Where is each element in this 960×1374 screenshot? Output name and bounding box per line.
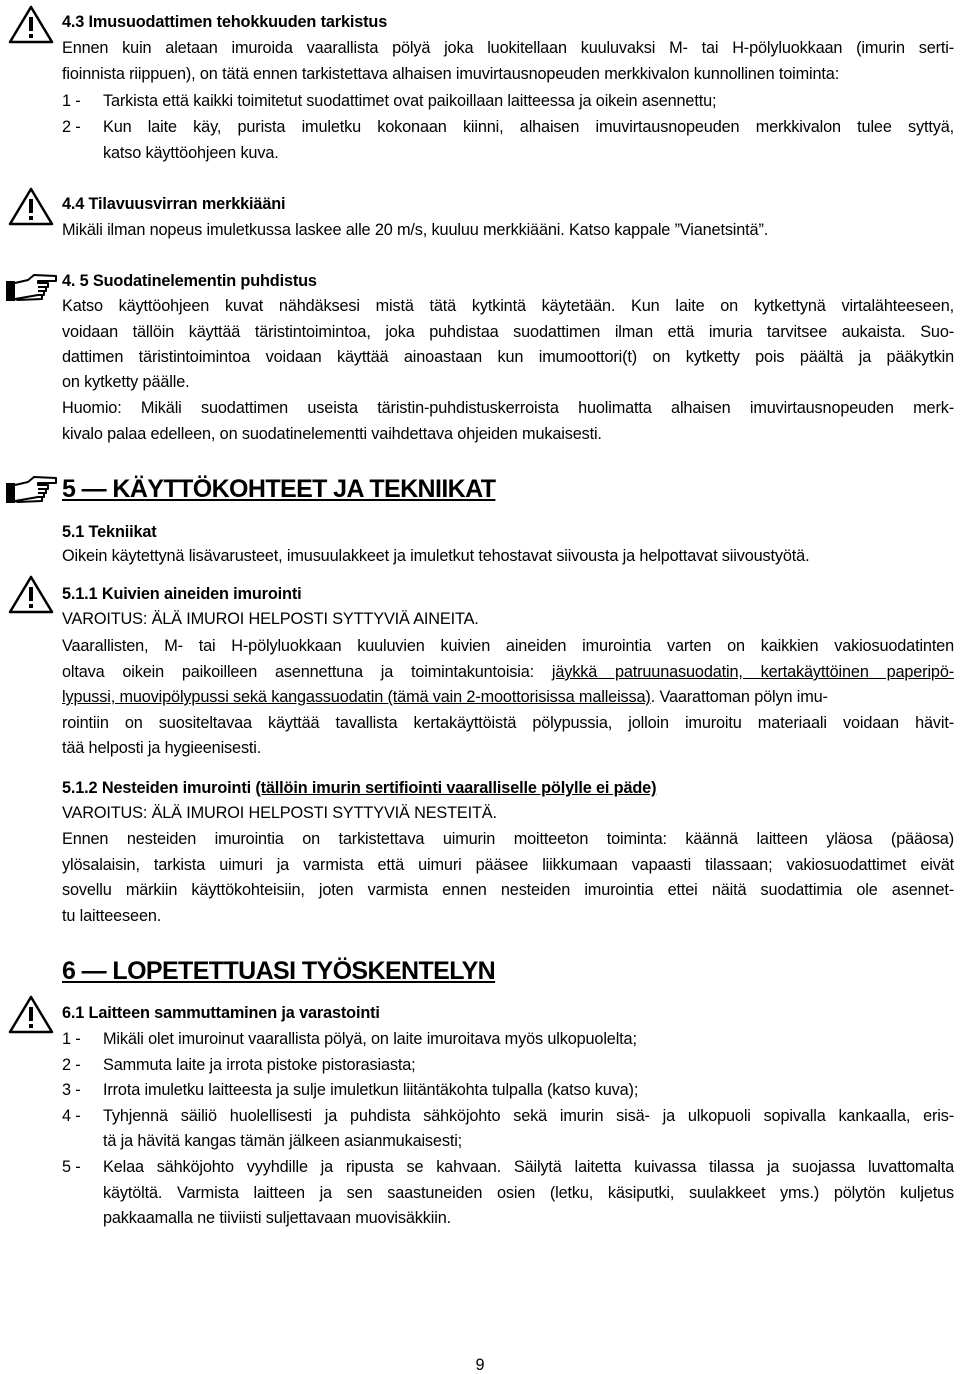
underlined-text: lypussi, muovipölypussi sekä kangassuodatin (tämä vain 2-moottorisissa malleissa) [62, 688, 651, 706]
list-item: Kun laite käy, purista imuletku kokonaan kiinni, alhaisen imuvirtausnopeuden merkkivalon tulee syttyä, [103, 118, 954, 136]
list-item: Sammuta laite ja irrota pistoke pistorasiasta; [103, 1056, 416, 1074]
list-item: Irrota imuletku laitteesta ja sulje imuletkun liitäntäkohta tulpalla (katso kuva); [103, 1081, 639, 1099]
paragraph-line: kivalo palaa edelleen, on suodatinelementti vaihdettava ohjeiden mukaisesti. [62, 425, 602, 443]
warning-triangle-icon [8, 574, 54, 614]
warning-text: VAROITUS: ÄLÄ IMUROI HELPOSTI SYTTYVIÄ AINEITA. [62, 610, 479, 628]
paragraph-line: rointiin on suositeltavaa käyttää tavallista kertakäyttöistä pölypussia, jolloin imuroitu materiaali voidaan hävit- [62, 714, 954, 732]
paragraph-line: Huomio: Mikäli suodattimen useista täristin-puhdistuskerroista huolimatta alhaisen imuvirtausnopeuden merk- [62, 399, 954, 417]
paragraph-line: Katso käyttöohjeen kuvat nähdäksesi mistä tätä kytkintä käytetään. Kun laite on kytkettynä virtalähteeseen, [62, 297, 954, 315]
list-item: Tyhjennä säiliö huolellisesti ja puhdista sähköjohto sekä imurin sisä- ja ulkopuoli sopivalla kankaalla, eris- [103, 1107, 954, 1125]
list-item: käytöltä. Varmista laitteen ja sen saastuneiden osien (letku, käsiputki, suulakkeet yms.) pölytön kuljetus [103, 1184, 954, 1202]
warning-triangle-icon [8, 994, 54, 1034]
chapter-heading: 5 — KÄYTTÖKOHTEET JA TEKNIIKAT [62, 475, 496, 503]
paragraph-line: Vaarallisten, M- tai H-pölyluokkaan kuuluvien kuivien aineiden imurointia varten on kaikkien vakiosuodatinten [62, 637, 954, 655]
list-number: 1 - [62, 1030, 81, 1048]
pointing-hand-icon [4, 474, 58, 508]
paragraph-line: tu laitteeseen. [62, 907, 162, 925]
paragraph-line: ylösalaisin, tarkista uimuri ja varmista että uimuri pääsee liikkumaan vapaasti tilassaan; vakiosuodattimet eivät [62, 856, 954, 874]
warning-text: VAROITUS: ÄLÄ IMUROI HELPOSTI SYTTYVIÄ NESTEITÄ. [62, 804, 497, 822]
section-title-text: 5.1.2 Nesteiden imurointi [62, 779, 256, 797]
list-item: pakkaamalla ne tiiviisti suljettavaan muovisäkkiin. [103, 1209, 451, 1227]
paragraph-line [62, 687, 954, 707]
section-title: 5.1 Tekniikat [62, 523, 157, 541]
list-item: Mikäli olet imuroinut vaarallista pölyä, on laite imuroitava myös ulkopuolelta; [103, 1030, 637, 1048]
section-title [62, 778, 954, 798]
list-number: 4 - [62, 1107, 81, 1125]
chapter-heading: 6 — LOPETETTUASI TYÖSKENTELYN [62, 957, 496, 985]
section-title: 5.1.1 Kuivien aineiden imurointi [62, 585, 302, 603]
paragraph-text: . Vaarattoman pölyn imu- [650, 688, 828, 706]
section-title: 4.3 Imusuodattimen tehokkuuden tarkistus [62, 13, 388, 31]
warning-triangle-icon [8, 4, 54, 44]
paragraph-line: tää helposti ja hygieenisesti. [62, 739, 262, 757]
paragraph-line: Oikein käytettynä lisävarusteet, imusuulakkeet ja imuletkut tehostavat siivousta ja helpottavat siivoustyötä. [62, 547, 810, 565]
paragraph-line: Ennen nesteiden imurointia on tarkistettava uimurin moitteeton toiminta: käännä laitteen yläosa (pääosa) [62, 830, 954, 848]
list-item: Tarkista että kaikki toimitetut suodattimet ovat paikoillaan laitteessa ja oikein asennettu; [103, 92, 717, 110]
paragraph-line [62, 662, 954, 682]
page-number: 9 [475, 1356, 485, 1374]
list-number: 5 - [62, 1158, 81, 1176]
section-title: 4.4 Tilavuusvirran merkkiääni [62, 195, 286, 213]
paragraph-line: fioinnista riippuen), on tätä ennen tarkistettava alhaisen imuvirtausnopeuden merkkivalon kunnollinen toiminta: [62, 65, 840, 83]
pointing-hand-icon [4, 272, 58, 306]
list-item: Kelaa sähköjohto vyyhdille ja ripusta se kahvaan. Säilytä laitetta kuivassa tilassa ja suojassa luvattomalta [103, 1158, 954, 1176]
warning-triangle-icon [8, 186, 54, 226]
list-number: 2 - [62, 1056, 81, 1074]
list-number: 3 - [62, 1081, 81, 1099]
paragraph-line: sovellu märkiin käyttökohteisiin, joten varmista ennen nesteiden imurointia ettei näitä suodattimia ole asennet- [62, 881, 954, 899]
list-number: 1 - [62, 92, 81, 110]
section-title: 4. 5 Suodatinelementin puhdistus [62, 272, 317, 290]
list-number: 2 - [62, 118, 81, 136]
paragraph-line: on kytketty päälle. [62, 373, 190, 391]
list-item: tä ja hävitä kangas tämän jälkeen asianmukaisesti; [103, 1132, 463, 1150]
paragraph-line: voidaan tällöin käyttää täristintoimintoa, joka puhdistaa suodattimen ilman että imuria tarvitsee aukaista. Suo- [62, 323, 954, 341]
paragraph-text: oltava oikein paikoilleen asennettuna ja toimintakuntoisia: [62, 663, 552, 681]
section-title-underlined: (tällöin imurin sertifiointi vaaralliselle pölylle ei päde) [255, 779, 657, 797]
underlined-text: jäykkä patruunasuodatin, kertakäyttöinen paperipö- [551, 663, 954, 681]
section-title: 6.1 Laitteen sammuttaminen ja varastointi [62, 1004, 380, 1022]
list-item: katso käyttöohjeen kuva. [103, 144, 279, 162]
paragraph-line: dattimen täristintoimintoa voidaan käyttää ainoastaan kun imumoottori(t) on kytketty pois päältä ja pääkytkin [62, 348, 954, 366]
paragraph-line: Ennen kuin aletaan imuroida vaarallista pölyä joka luokitellaan kuuluvaksi M- tai H-pölyluokkaan (imurin serti- [62, 39, 954, 57]
paragraph-line: Mikäli ilman nopeus imuletkussa laskee alle 20 m/s, kuuluu merkkiääni. Katso kappale ”Vianetsintä”. [62, 221, 769, 239]
